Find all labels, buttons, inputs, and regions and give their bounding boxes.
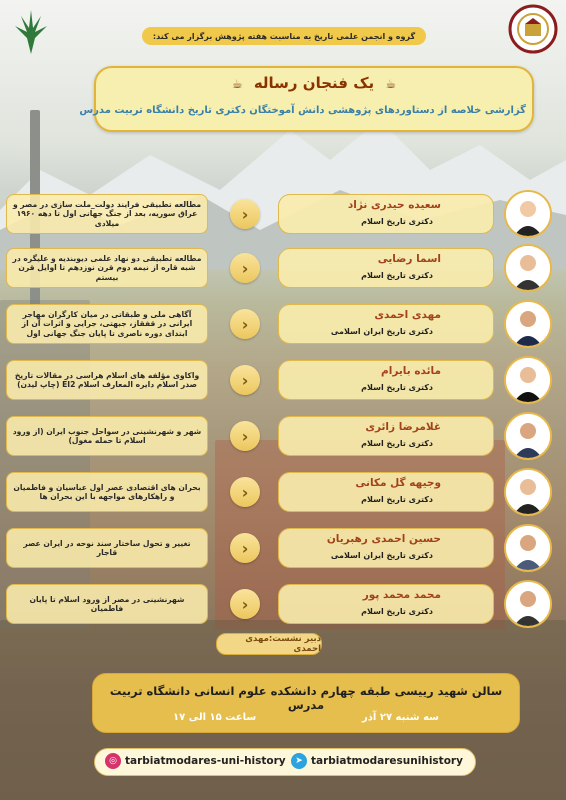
speaker-degree: دکتری تاریخ ایران اسلامی (330, 327, 433, 336)
speaker-name: وجیهه گل مکانی (355, 477, 441, 489)
speaker-photo (504, 190, 552, 238)
event-title-text: یک فنجان رساله (253, 74, 375, 92)
instagram-link[interactable] (105, 753, 286, 769)
speaker-row (0, 578, 566, 630)
session-secretary: دبیر نشست:مهدی احمدی (216, 633, 322, 655)
speaker-name: اسما رضایی (377, 253, 441, 265)
speaker-photo (504, 580, 552, 628)
instagram-handle: tarbiatmodares-uni-history (125, 755, 286, 767)
topic-box (6, 416, 208, 456)
speaker-degree: دکتری تاریخ اسلام (361, 607, 433, 616)
organizer-banner: گروه و انجمن علمی تاریخ به مناسبت هفته پژوهش برگزار می کند: (142, 27, 426, 45)
thesis-topic: مطالعه تطبیقی فرایند دولت_ملت سازی در مصر و عراق سوریه، بعد از جنگ جهانی اول تا دهه ۱۹۶۰ میلادی (12, 199, 202, 228)
chevron-right-icon[interactable]: › (230, 309, 260, 339)
thesis-topic: بحران های اقتصادی عصر اول عباسیان و فاطمیان و راهکارهای مواجهه با این بحران ها (13, 482, 201, 501)
telegram-icon: ➤ (291, 753, 307, 769)
chevron-right-icon[interactable]: › (230, 253, 260, 283)
social-bar (94, 748, 476, 776)
chevron-right-icon[interactable]: › (230, 589, 260, 619)
header-box (79, 66, 534, 132)
thesis-topic: مطالعه تطبیقی دو نهاد علمی دیوبندیه و علیگره در شبه قاره از نیمه دوم قرن نوزدهم تا اوایل قرن بیستم (12, 253, 202, 282)
speaker-degree: دکتری تاریخ اسلام (361, 383, 433, 392)
speaker-row (0, 410, 566, 462)
speaker-name: سعیده حیدری نژاد (347, 199, 441, 211)
speaker-row (0, 298, 566, 350)
speaker-degree: دکتری تاریخ اسلام (361, 271, 433, 280)
speaker-name: مائده بایرام (381, 365, 441, 377)
instagram-icon: ◎ (105, 753, 121, 769)
speaker-name-box (278, 472, 494, 512)
speaker-name-box (278, 528, 494, 568)
speaker-degree: دکتری تاریخ ایران اسلامی (330, 551, 433, 560)
speaker-name-box (278, 248, 494, 288)
thesis-topic: شهر و شهرنشینی در سواحل جنوب ایران (از ورود اسلام تا حمله مغول) (12, 426, 202, 445)
venue-box (92, 673, 520, 733)
telegram-link[interactable] (291, 753, 463, 769)
topic-box (6, 528, 208, 568)
topic-box (6, 360, 208, 400)
event-title (96, 74, 532, 92)
speaker-name: مهدی احمدی (374, 309, 441, 321)
coffee-cup-icon: ☕ (385, 77, 397, 91)
speaker-degree: دکتری تاریخ اسلام (361, 439, 433, 448)
university-logo (508, 4, 558, 54)
topic-box (6, 304, 208, 344)
telegram-handle: tarbiatmodaresunihistory (311, 755, 463, 767)
event-subtitle: گزارشی خلاصه از دستاوردهای پژوهشی دانش آموختگان دکتری تاریخ دانشگاه تربیت مدرس (79, 105, 526, 116)
speaker-name: محمد محمد پور (362, 589, 441, 601)
history-group-logo (8, 6, 54, 60)
chevron-right-icon[interactable]: › (230, 477, 260, 507)
thesis-topic: آگاهی ملی و طبقاتی در میان کارگران مهاجر ایرانی در قفقاز، جبهتی، جرایی و اثرات آن از ابتدای دوره ناصری تا پایان جنگ جهانی اول (21, 309, 193, 338)
speaker-name-box (278, 360, 494, 400)
speaker-name: حسین احمدی رهبریان (326, 533, 441, 545)
speaker-row (0, 522, 566, 574)
speaker-name-box (278, 416, 494, 456)
coffee-cup-icon: ☕ (231, 77, 243, 91)
venue-place: سالن شهید رییسی طبقه چهارم دانشکده علوم انسانی دانشگاه تربیت مدرس (109, 684, 503, 712)
thesis-topic: تغییر و تحول ساختار سند نوحه در ایران عصر قاجار (23, 538, 191, 557)
speaker-row (0, 242, 566, 294)
speaker-photo (504, 244, 552, 292)
speaker-photo (504, 468, 552, 516)
speaker-row (0, 466, 566, 518)
event-date: سه شنبه ۲۷ آذر (362, 712, 439, 723)
topic-box (6, 472, 208, 512)
chevron-right-icon[interactable]: › (230, 421, 260, 451)
speaker-photo (504, 412, 552, 460)
speaker-name: غلامرضا زائری (365, 421, 441, 433)
topic-box (6, 194, 208, 234)
speaker-photo (504, 524, 552, 572)
topic-box (6, 584, 208, 624)
topic-box (6, 248, 208, 288)
event-time: ساعت ۱۵ الی ۱۷ (173, 712, 257, 723)
speaker-photo (504, 300, 552, 348)
chevron-right-icon[interactable]: › (230, 533, 260, 563)
thesis-topic: شهرنشینی در مصر از ورود اسلام تا پایان فاطمیان (29, 594, 185, 613)
speaker-row (0, 188, 566, 240)
thesis-topic: واکاوی مؤلفه های اسلام هراسی در مقالات تاریخ صدر اسلام دایره المعارف اسلام EI2 (چاپ لیدن) (14, 370, 200, 389)
speaker-degree: دکتری تاریخ اسلام (361, 217, 433, 226)
speaker-name-box (278, 304, 494, 344)
speaker-photo (504, 356, 552, 404)
speaker-row (0, 354, 566, 406)
speaker-name-box (278, 194, 494, 234)
chevron-right-icon[interactable]: › (230, 365, 260, 395)
speaker-degree: دکتری تاریخ اسلام (361, 495, 433, 504)
speaker-name-box (278, 584, 494, 624)
chevron-right-icon[interactable]: › (230, 199, 260, 229)
